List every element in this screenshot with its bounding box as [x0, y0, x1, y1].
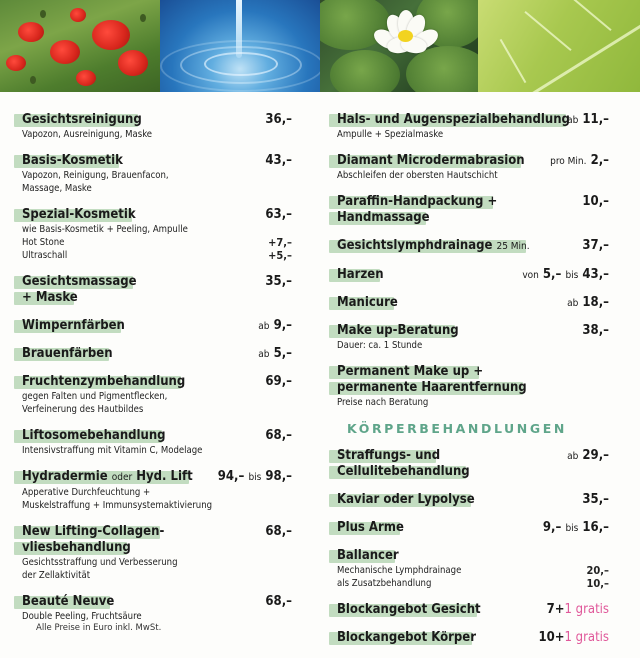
price-range-connector: bis: [565, 523, 579, 534]
service-addon: [337, 577, 609, 590]
addon-price: +5,–: [268, 249, 292, 262]
price-value: 7+: [546, 602, 565, 617]
special-item: [337, 153, 609, 182]
service-price: [265, 524, 292, 540]
service-description: Massage, Maske: [22, 183, 92, 194]
service-name: [22, 318, 292, 334]
price-value: 10+: [538, 630, 565, 645]
service-price: [567, 295, 609, 312]
price-value: 11,–: [582, 112, 609, 127]
service-title: Diamant Microdermabrasion: [337, 153, 525, 168]
service-name: [22, 274, 292, 290]
service-name: [22, 346, 292, 362]
price-value: 68,–: [265, 594, 292, 609]
price-prefix: ab: [567, 115, 579, 126]
facial-item: [22, 153, 292, 195]
service-price: [543, 520, 609, 537]
service-description: Ampulle + Spezialmaske: [337, 129, 444, 140]
service-price: [218, 469, 292, 486]
poppy-photo: [0, 0, 160, 92]
section-title-body-treatments: KÖRPERBEHANDLUNGEN: [347, 421, 567, 436]
body-item: [337, 548, 609, 590]
service-name-line2: [337, 210, 609, 226]
price-prefix: ab: [258, 349, 270, 360]
price-value: 35,–: [265, 274, 292, 289]
price-footnote: Alle Preise in Euro inkl. MwSt.: [36, 623, 162, 633]
service-title: Ballancer: [337, 548, 399, 563]
service-price: [547, 602, 609, 618]
water-drop-photo: [160, 0, 320, 92]
service-name-line2: [22, 540, 292, 556]
service-price: [258, 318, 292, 335]
facial-item: [22, 318, 292, 334]
special-item: [337, 267, 609, 283]
special-item: [337, 323, 609, 352]
service-name: [337, 153, 609, 169]
service-price: [258, 346, 292, 363]
service-price: [522, 267, 609, 284]
service-name-line2: [22, 290, 292, 306]
price-value: 63,–: [265, 207, 292, 222]
service-title: Straffungs- und: [337, 448, 441, 463]
service-description: Intensivstraffung mit Vitamin C, Modelage: [22, 445, 203, 456]
service-title: Fruchtenzymbehandlung: [22, 374, 186, 389]
service-title: Hydradermie: [22, 469, 108, 484]
body-item: [337, 630, 609, 646]
service-price: [582, 492, 609, 508]
service-title: Wimpernfärben: [22, 318, 125, 333]
addon-price: 20,–: [586, 564, 609, 577]
service-name: [337, 238, 609, 255]
service-description: Gesichtsstraffung und Verbesserung: [22, 557, 178, 568]
price-value: 5,–: [273, 346, 292, 361]
service-title: Harzen: [337, 267, 384, 282]
service-price: [567, 112, 609, 129]
price-prefix: ab: [258, 321, 270, 332]
name-connector: oder: [111, 472, 133, 483]
facial-item: [22, 374, 292, 416]
price-value: 94,–: [217, 469, 245, 484]
price-value: 29,–: [582, 448, 609, 463]
service-title-cont: Cellulitebehandlung: [337, 464, 470, 479]
service-price: [582, 238, 609, 254]
facial-item: [22, 112, 292, 141]
facial-item: [22, 469, 292, 512]
service-price: [582, 323, 609, 339]
price-value: 9,–: [542, 520, 562, 535]
addon-label: Mechanische Lymphdrainage: [337, 565, 462, 576]
body-item: [337, 602, 609, 618]
price-value-max: 16,–: [582, 520, 609, 535]
service-description: Apperative Durchfeuchtung +: [22, 487, 151, 498]
special-treatments-column: [337, 112, 609, 658]
leaf-photo: [478, 0, 640, 92]
price-value: 68,–: [265, 524, 292, 539]
service-title: Beauté Neuve: [22, 594, 115, 609]
service-description: Verfeinerung des Hautbildes: [22, 404, 144, 415]
service-description: Vapozon, Ausreinigung, Maske: [22, 129, 153, 140]
service-title: Permanent Make up +: [337, 364, 484, 379]
service-name: [22, 207, 292, 223]
service-price: [582, 194, 609, 210]
service-name: [337, 602, 609, 618]
service-addon: [337, 564, 609, 577]
price-value-max: 43,–: [582, 267, 609, 282]
service-name: [22, 524, 292, 540]
service-description: Abschleifen der obersten Hautschicht: [337, 170, 498, 181]
service-price: [265, 428, 292, 444]
service-title: Blockangebot Gesicht: [337, 602, 481, 617]
duration-label: 25 Min.: [496, 241, 530, 252]
service-description: Preise nach Beratung: [337, 397, 429, 408]
water-lily-photo: [320, 0, 478, 92]
price-value: 68,–: [265, 428, 292, 443]
addon-price: +7,–: [268, 236, 292, 249]
special-item: [337, 112, 609, 141]
service-name: [337, 267, 609, 283]
service-name: [337, 448, 609, 464]
price-prefix: ab: [567, 451, 579, 462]
service-name: [22, 428, 292, 444]
facial-item: [22, 428, 292, 457]
price-prefix: pro Min.: [550, 156, 587, 167]
facial-item: [22, 594, 292, 623]
service-name: [337, 630, 609, 646]
special-item: [337, 238, 609, 255]
service-name: [22, 469, 292, 486]
service-price: [550, 153, 609, 170]
service-addon: [22, 236, 292, 249]
service-name-line2: [337, 380, 609, 396]
service-price: [265, 274, 292, 290]
facial-treatments-column: [22, 112, 292, 635]
facial-item: [22, 274, 292, 306]
service-price: [265, 112, 292, 128]
price-prefix: von: [522, 270, 539, 281]
addon-label: Ultraschall: [22, 250, 68, 261]
addon-label: als Zusatzbehandlung: [337, 578, 432, 589]
service-name: [337, 194, 609, 210]
service-price: [265, 153, 292, 169]
service-price: [265, 207, 292, 223]
service-title: Paraffin-Handpackung +: [337, 194, 498, 209]
price-range-connector: bis: [565, 270, 579, 281]
price-value: 2,–: [590, 153, 609, 168]
service-title: Brauenfärben: [22, 346, 113, 361]
service-name: [337, 295, 609, 311]
price-value-max: 98,–: [265, 469, 292, 484]
service-title-cont: Handmassage: [337, 210, 430, 225]
service-title: Spezial-Kosmetik: [22, 207, 136, 222]
service-name: [337, 492, 609, 508]
service-name: [22, 153, 292, 169]
service-price: [567, 448, 609, 465]
service-title: New Lifting-Collagen-: [22, 524, 165, 539]
service-title: Hals- und Augenspezialbehandlung: [337, 112, 570, 127]
price-value: 35,–: [582, 492, 609, 507]
service-title: Gesichtsmassage: [22, 274, 137, 289]
service-title: Manicure: [337, 295, 398, 310]
service-title-cont: + Maske: [22, 290, 78, 305]
service-description: der Zellaktivität: [22, 570, 91, 581]
service-name: [22, 594, 292, 610]
free-session-label: 1 gratis: [564, 602, 609, 617]
addon-label: Hot Stone: [22, 237, 65, 248]
body-item: [337, 520, 609, 536]
addon-price: 10,–: [586, 577, 609, 590]
price-value: 36,–: [265, 112, 292, 127]
service-title: Kaviar oder Lypolyse: [337, 492, 475, 507]
service-description: Muskelstraffung + Immunsystemaktivierung: [22, 500, 213, 511]
header-banner: [0, 0, 640, 92]
special-item: [337, 194, 609, 226]
service-title: Blockangebot Körper: [337, 630, 476, 645]
service-name: [337, 548, 609, 564]
service-addon: [22, 249, 292, 262]
facial-item: [22, 524, 292, 582]
price-value: 43,–: [265, 153, 292, 168]
service-description: wie Basis-Kosmetik + Peeling, Ampulle: [22, 224, 188, 235]
service-name: [337, 364, 609, 380]
service-description: Vapozon, Reinigung, Brauenfacon,: [22, 170, 169, 181]
service-name: [22, 112, 292, 128]
price-value: 9,–: [273, 318, 292, 333]
price-value: 69,–: [265, 374, 292, 389]
price-prefix: ab: [567, 298, 579, 309]
special-item: [337, 295, 609, 311]
special-item: [337, 364, 609, 409]
price-range-connector: bis: [248, 472, 262, 483]
service-name: [22, 374, 292, 390]
body-item: [337, 448, 609, 480]
facial-item: [22, 346, 292, 362]
service-title-cont: permanente Haarentfernung: [337, 380, 527, 395]
service-description: gegen Falten und Pigmentflecken,: [22, 391, 168, 402]
service-name: [337, 323, 609, 339]
service-title: Gesichtsreinigung: [22, 112, 142, 127]
price-value: 38,–: [582, 323, 609, 338]
service-title: Gesichtslymphdrainage: [337, 238, 493, 253]
price-value: 10,–: [582, 194, 609, 209]
service-description: Double Peeling, Fruchtsäure: [22, 611, 142, 622]
service-description: Dauer: ca. 1 Stunde: [337, 340, 423, 351]
service-title: Liftosomebehandlung: [22, 428, 166, 443]
price-value: 5,–: [542, 267, 562, 282]
service-title-cont: vliesbehandlung: [22, 540, 131, 555]
service-price: [538, 630, 609, 646]
price-value: 37,–: [582, 238, 609, 253]
service-title-alt: Hyd. Lift: [136, 469, 193, 484]
service-name: [337, 520, 609, 536]
service-title: Basis-Kosmetik: [22, 153, 123, 168]
facial-item: [22, 207, 292, 262]
service-price: [265, 374, 292, 390]
service-title: Plus Arme: [337, 520, 404, 535]
free-session-label: 1 gratis: [564, 630, 609, 645]
body-item: [337, 492, 609, 508]
service-name-line2: [337, 464, 609, 480]
price-value: 18,–: [582, 295, 609, 310]
service-title: Make up-Beratung: [337, 323, 459, 338]
service-name: [337, 112, 609, 128]
service-price: [265, 594, 292, 610]
